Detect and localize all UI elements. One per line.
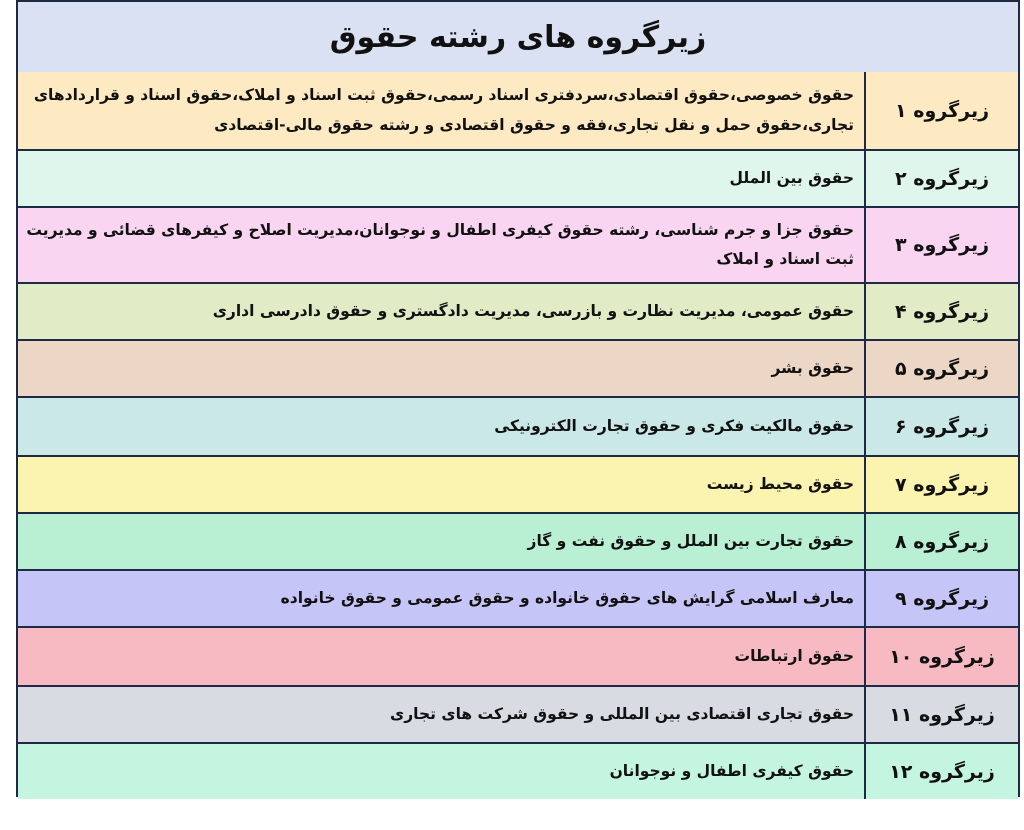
- row-label: زیرگروه ۴: [895, 300, 990, 323]
- row-description-cell: [18, 208, 866, 282]
- row-description-cell: [18, 398, 866, 455]
- row-description: حقوق مالکیت فکری و حقوق تجارت الکترونیکی: [494, 416, 854, 435]
- table-row: [18, 514, 1018, 571]
- table-row: [18, 571, 1018, 628]
- table-row: [18, 744, 1018, 799]
- row-description-cell: [18, 151, 866, 206]
- row-label: زیرگروه ۱: [895, 99, 990, 122]
- row-label: زیرگروه ۵: [895, 357, 990, 380]
- row-description-cell: [18, 72, 866, 149]
- table-row: [18, 72, 1018, 151]
- row-label: زیرگروه ۶: [895, 415, 990, 438]
- row-label: زیرگروه ۷: [895, 473, 990, 496]
- table-row: [18, 457, 1018, 514]
- table-row: [18, 628, 1018, 687]
- table-title-row: [18, 2, 1018, 74]
- table-row: [18, 151, 1018, 208]
- table-body: [18, 72, 1018, 799]
- row-description: حقوق تجاری اقتصادی بین المللی و حقوق شرکت های تجاری: [390, 704, 854, 723]
- row-description: حقوق جزا و جرم شناسی، رشته حقوق کیفری اطفال و نوجوانان،مدیریت اصلاح و کیفرهای قضائی و مدیریت ثبت اسناد و املاک: [26, 220, 854, 268]
- row-label: زیرگروه ۱۰: [889, 645, 995, 668]
- row-description-cell: [18, 341, 866, 396]
- row-label: زیرگروه ۲: [895, 167, 990, 190]
- row-description-cell: [18, 687, 866, 742]
- row-description-cell: [18, 457, 866, 512]
- row-description: حقوق بین الملل: [729, 168, 854, 187]
- row-description-cell: [18, 284, 866, 339]
- row-description: حقوق عمومی، مدیریت نظارت و بازرسی، مدیریت دادگستری و حقوق دادرسی اداری: [212, 301, 854, 320]
- table-row: [18, 284, 1018, 341]
- row-description-cell: [18, 514, 866, 569]
- row-description-cell: [18, 571, 866, 626]
- row-label: زیرگروه ۱۱: [889, 703, 995, 726]
- row-description: حقوق محیط زیست: [706, 474, 854, 493]
- row-description-cell: [18, 744, 866, 799]
- table-row: [18, 208, 1018, 284]
- table-title: زیرگروه های رشته حقوق: [329, 19, 707, 55]
- row-label: زیرگروه ۸: [895, 530, 990, 553]
- row-label: زیرگروه ۹: [895, 587, 990, 610]
- row-description: حقوق ارتباطات: [734, 646, 854, 665]
- row-description: معارف اسلامی گرایش های حقوق خانواده و حقوق عمومی و حقوق خانواده: [280, 588, 854, 607]
- row-label: زیرگروه ۳: [895, 234, 990, 256]
- row-description-cell: [18, 628, 866, 685]
- table-row: [18, 341, 1018, 398]
- row-description: حقوق کیفری اطفال و نوجوانان: [609, 761, 854, 780]
- table-row: [18, 687, 1018, 744]
- table-row: [18, 398, 1018, 457]
- row-label: زیرگروه ۱۲: [889, 760, 995, 783]
- row-description: حقوق بشر: [771, 358, 854, 377]
- row-description: حقوق تجارت بین الملل و حقوق نفت و گاز: [527, 531, 854, 550]
- subgroups-table: [16, 0, 1020, 797]
- row-description: حقوق خصوصی،حقوق اقتصادی،سردفتری اسناد رسمی،حقوق ثبت اسناد و املاک،حقوق اسناد و قراردادهای تجاری،حقوق حمل و نقل تجاری،فقه و حقوق اقتصادی و رشته حقوق مالی-اقتصادی: [33, 86, 854, 134]
